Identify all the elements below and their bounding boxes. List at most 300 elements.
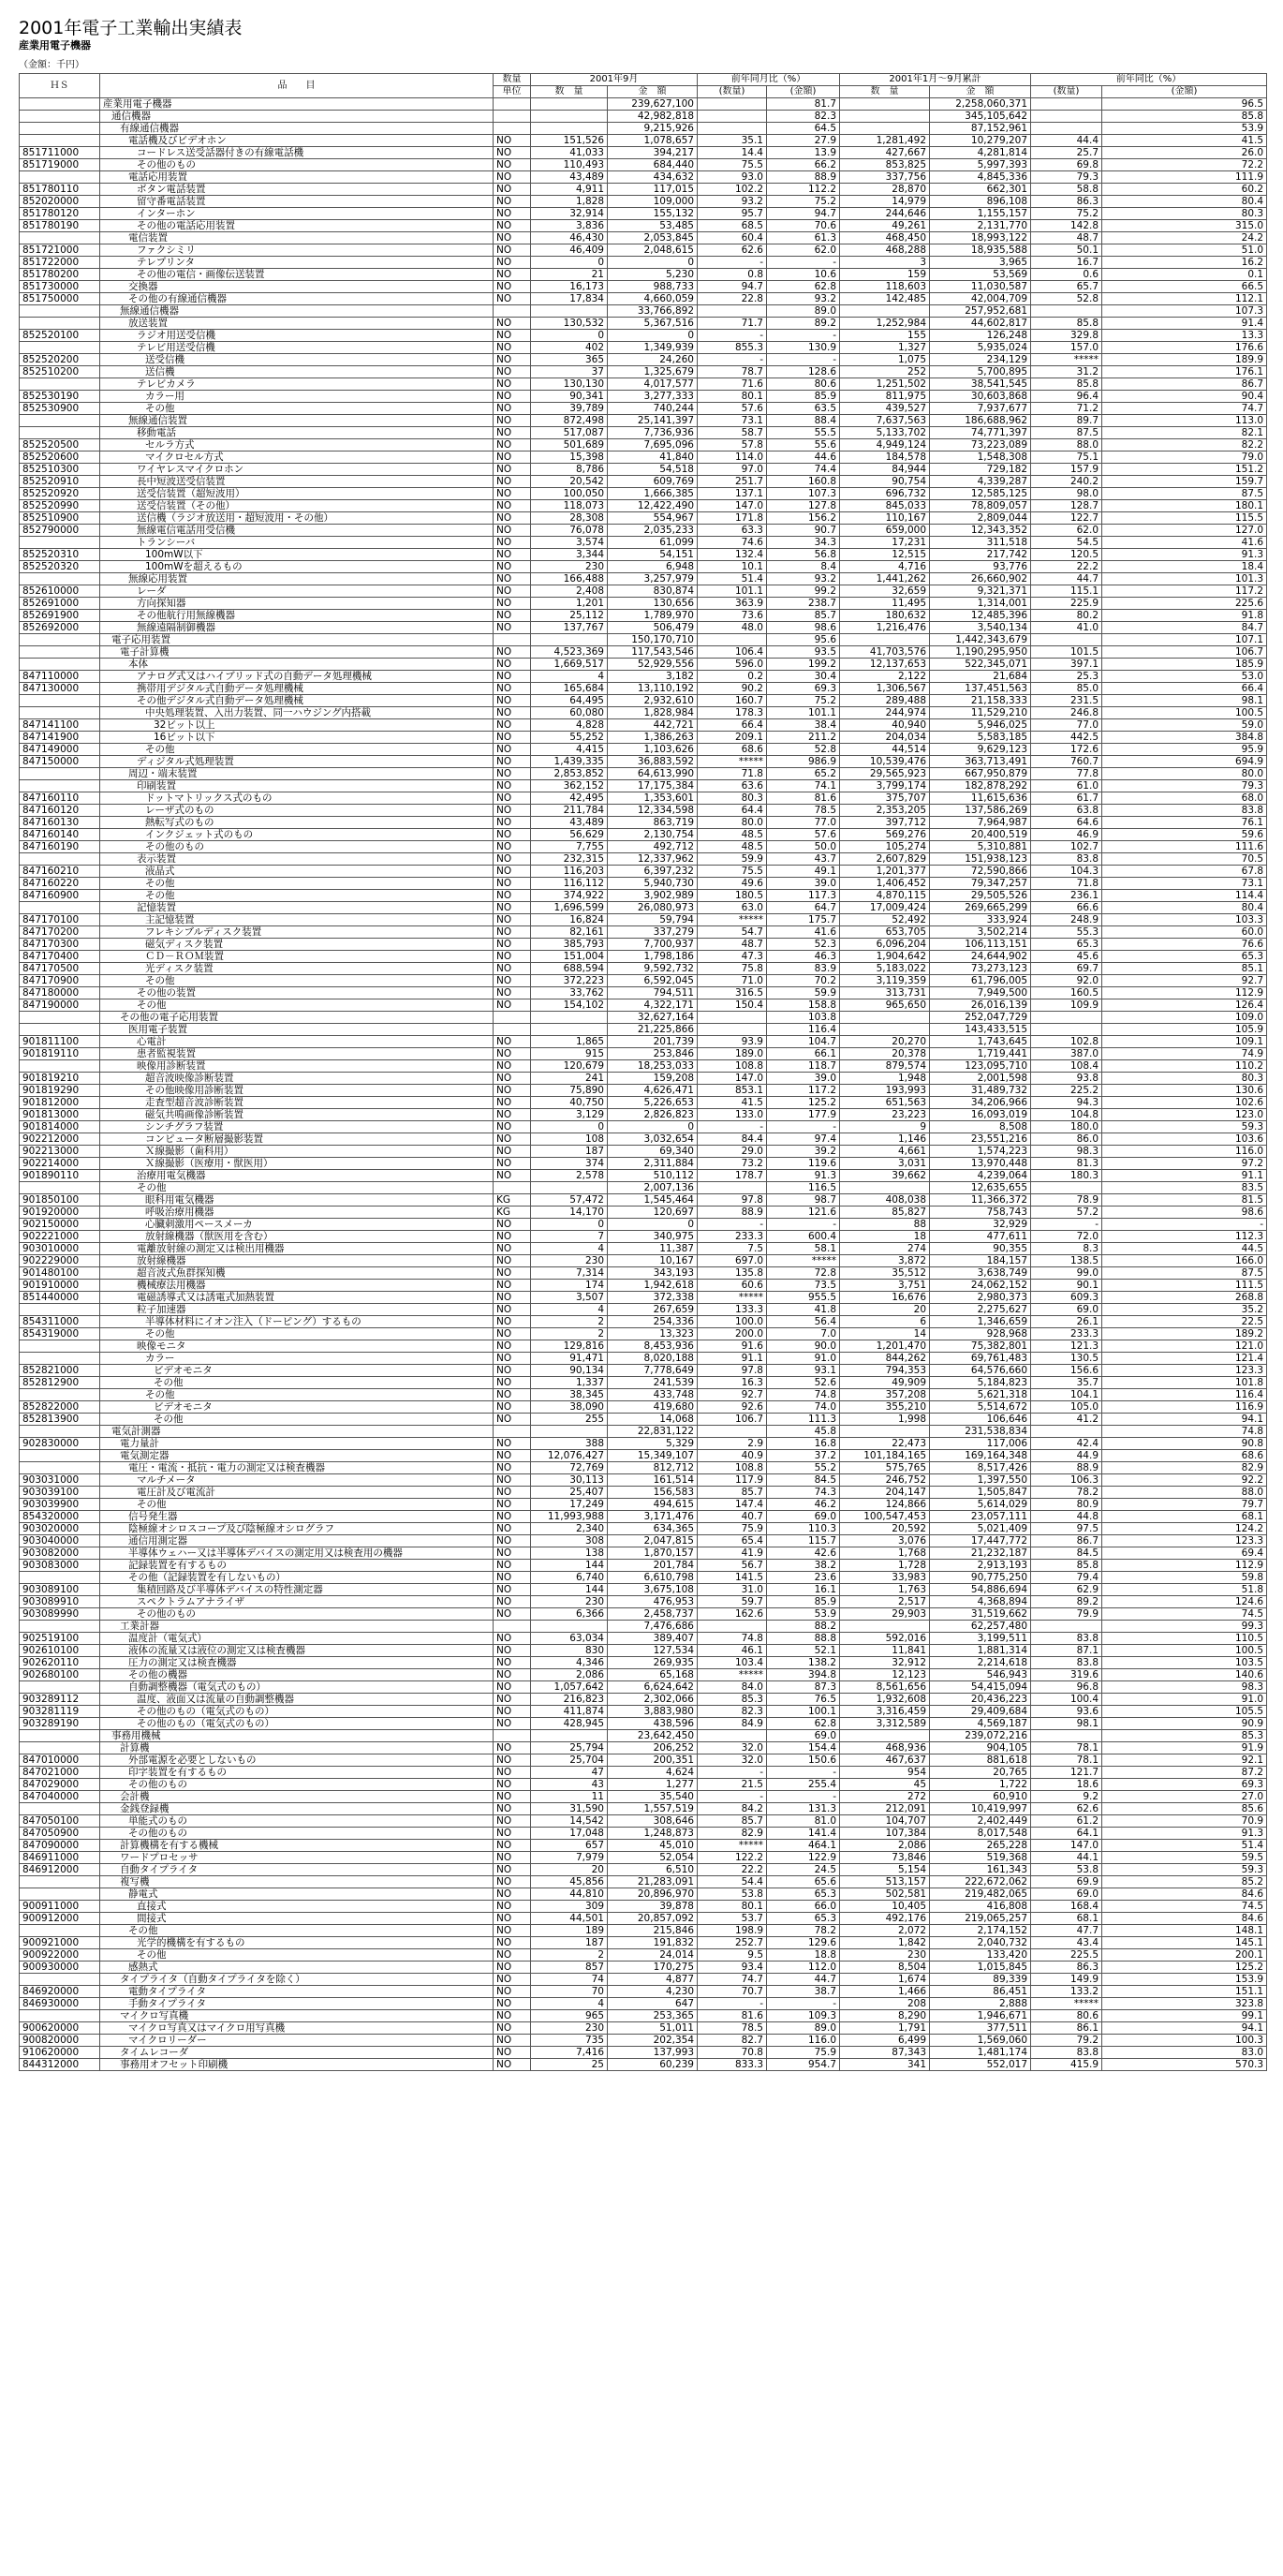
unit-cell: NO [494, 744, 531, 756]
month-qty-cell: 2,853,852 [531, 768, 608, 780]
ytd-yoy-amount-cell: 59.8 [1102, 1572, 1267, 1584]
item-name-cell: 記録装置を有するもの [100, 1560, 494, 1572]
hs-cell [20, 768, 100, 780]
month-yoy-qty-cell: 100.0 [698, 1316, 767, 1328]
month-qty-cell: 130,532 [531, 318, 608, 330]
month-qty-cell [531, 305, 608, 318]
month-yoy-amount-cell: 112.2 [767, 184, 840, 196]
month-qty-cell: 17,834 [531, 293, 608, 305]
hs-cell: 902519100 [20, 1633, 100, 1645]
ytd-amount-cell: 3,540,134 [930, 622, 1031, 634]
table-row [20, 1815, 1267, 1828]
unit-cell [494, 123, 531, 135]
table-row [20, 719, 1267, 732]
month-amount-cell: 109,000 [608, 196, 698, 208]
ytd-amount-cell: 2,275,627 [930, 1304, 1031, 1316]
item-name-cell: 超音波映像診断装置 [100, 1073, 494, 1085]
month-qty-cell: 211,784 [531, 805, 608, 817]
month-yoy-amount-cell: 7.0 [767, 1328, 840, 1340]
month-yoy-amount-cell: 56.4 [767, 1316, 840, 1328]
hs-cell: 847190000 [20, 999, 100, 1012]
table-row [20, 488, 1267, 500]
unit-cell: NO [494, 585, 531, 598]
table-row [20, 671, 1267, 683]
month-yoy-amount-cell: 160.8 [767, 476, 840, 488]
month-yoy-qty-cell: 91.6 [698, 1340, 767, 1353]
ytd-yoy-amount-cell: 130.6 [1102, 1085, 1267, 1097]
hs-cell [20, 318, 100, 330]
ytd-amount-cell: 64,576,660 [930, 1365, 1031, 1377]
month-qty-cell: 7,416 [531, 2047, 608, 2059]
month-amount-cell: 269,935 [608, 1657, 698, 1669]
hs-cell: 851722000 [20, 257, 100, 269]
month-yoy-amount-cell: 64.7 [767, 902, 840, 914]
month-yoy-qty-cell: 84.2 [698, 1803, 767, 1815]
month-amount-cell: 1,103,626 [608, 744, 698, 756]
ytd-yoy-amount-cell: 117.2 [1102, 585, 1267, 598]
ytd-yoy-qty-cell: 65.3 [1031, 939, 1102, 951]
hs-cell: 846930000 [20, 1998, 100, 2010]
unit-cell: NO [494, 1280, 531, 1292]
ytd-qty-cell: 20,270 [840, 1036, 930, 1048]
month-qty-cell: 129,816 [531, 1340, 608, 1353]
ytd-amount-cell: 61,796,005 [930, 975, 1031, 987]
ytd-amount-cell: 4,239,064 [930, 1170, 1031, 1182]
table-row [20, 1864, 1267, 1876]
table-row [20, 914, 1267, 926]
ytd-yoy-qty-cell: 61.2 [1031, 1815, 1102, 1828]
month-yoy-amount-cell: 66.2 [767, 159, 840, 171]
month-amount-cell: 191,832 [608, 1937, 698, 1949]
month-yoy-qty-cell: 251.7 [698, 476, 767, 488]
hs-cell: 902221000 [20, 1231, 100, 1243]
table-row [20, 1280, 1267, 1292]
month-yoy-qty-cell: 65.4 [698, 1535, 767, 1547]
month-yoy-qty-cell: - [698, 1219, 767, 1231]
ytd-amount-cell: 93,776 [930, 561, 1031, 573]
table-row [20, 975, 1267, 987]
ytd-yoy-qty-cell: 121.3 [1031, 1340, 1102, 1353]
ytd-yoy-qty-cell: 80.9 [1031, 1499, 1102, 1511]
unit-cell [494, 1426, 531, 1438]
month-yoy-qty-cell: 32.0 [698, 1742, 767, 1754]
month-qty-cell: 63,034 [531, 1633, 608, 1645]
hs-cell [20, 1681, 100, 1694]
ytd-qty-cell: 45 [840, 1779, 930, 1791]
ytd-yoy-amount-cell: 91.3 [1102, 1828, 1267, 1840]
ytd-amount-cell: 53,569 [930, 269, 1031, 281]
unit-cell: NO [494, 1133, 531, 1146]
ytd-yoy-qty-cell: 88.0 [1031, 439, 1102, 452]
month-amount-cell: 20,857,092 [608, 1913, 698, 1925]
hs-cell: 852530190 [20, 391, 100, 403]
unit-cell [494, 98, 531, 111]
ytd-yoy-qty-cell: 180.3 [1031, 1170, 1102, 1182]
hs-cell: 901890110 [20, 1170, 100, 1182]
ytd-qty-cell: 5,133,702 [840, 427, 930, 439]
unit-cell: NO [494, 707, 531, 719]
ytd-qty-cell [840, 123, 930, 135]
ytd-amount-cell: 219,482,065 [930, 1888, 1031, 1901]
hs-cell [20, 1462, 100, 1474]
month-yoy-qty-cell: 64.4 [698, 805, 767, 817]
ytd-qty-cell: 4,870,115 [840, 890, 930, 902]
month-qty-cell: 857 [531, 1962, 608, 1974]
month-yoy-qty-cell: 209.1 [698, 732, 767, 744]
month-yoy-qty-cell: 32.0 [698, 1754, 767, 1767]
month-yoy-amount-cell: 59.9 [767, 987, 840, 999]
unit-cell [494, 634, 531, 646]
month-yoy-qty-cell: - [698, 1791, 767, 1803]
ytd-yoy-amount-cell: 59.5 [1102, 1852, 1267, 1864]
hs-cell: 901811100 [20, 1036, 100, 1048]
month-amount-cell: 12,422,490 [608, 500, 698, 512]
month-yoy-qty-cell: 97.8 [698, 1365, 767, 1377]
unit-cell: NO [494, 1292, 531, 1304]
unit-cell: NO [494, 1450, 531, 1462]
hs-cell: 900921000 [20, 1937, 100, 1949]
ytd-yoy-amount-cell: 151.2 [1102, 464, 1267, 476]
ytd-qty-cell: 49,909 [840, 1377, 930, 1389]
ytd-qty-cell: 124,866 [840, 1499, 930, 1511]
ytd-yoy-amount-cell: 121.0 [1102, 1340, 1267, 1353]
ytd-amount-cell: 311,518 [930, 537, 1031, 549]
ytd-qty-cell: 105,274 [840, 841, 930, 853]
month-yoy-qty-cell: 71.0 [698, 975, 767, 987]
month-qty-cell: 402 [531, 342, 608, 354]
month-qty-cell: 374 [531, 1158, 608, 1170]
item-name-cell: テレビ用送受信機 [100, 342, 494, 354]
month-yoy-qty-cell: - [698, 1998, 767, 2010]
month-yoy-amount-cell: 109.3 [767, 2010, 840, 2022]
month-amount-cell: 7,476,686 [608, 1621, 698, 1633]
month-amount-cell: 5,329 [608, 1438, 698, 1450]
month-amount-cell: 1,353,601 [608, 792, 698, 805]
ytd-amount-cell: 62,257,480 [930, 1621, 1031, 1633]
month-yoy-amount-cell: 122.9 [767, 1852, 840, 1864]
month-yoy-qty-cell: 63.3 [698, 525, 767, 537]
month-yoy-amount-cell: 138.2 [767, 1657, 840, 1669]
item-name-cell: 電話機及びビデオホン [100, 135, 494, 147]
ytd-amount-cell: 269,665,299 [930, 902, 1031, 914]
month-yoy-amount-cell: 88.4 [767, 415, 840, 427]
hs-cell: 846920000 [20, 1986, 100, 1998]
header-period-month: 2001年9月 [531, 74, 698, 86]
month-yoy-qty-cell: 101.1 [698, 585, 767, 598]
item-name-cell: ラジオ用送受信機 [100, 330, 494, 342]
ytd-yoy-amount-cell: 113.0 [1102, 415, 1267, 427]
unit-cell [494, 1621, 531, 1633]
month-yoy-qty-cell: 54.7 [698, 926, 767, 939]
ytd-amount-cell: 1,505,847 [930, 1487, 1031, 1499]
ytd-qty-cell: 2,353,205 [840, 805, 930, 817]
table-row [20, 1608, 1267, 1621]
ytd-yoy-amount-cell: 74.5 [1102, 1901, 1267, 1913]
month-amount-cell: 5,230 [608, 269, 698, 281]
month-yoy-qty-cell: 147.4 [698, 1499, 767, 1511]
ytd-qty-cell [840, 1012, 930, 1024]
hs-cell [20, 1974, 100, 1986]
ytd-amount-cell: 11,366,372 [930, 1194, 1031, 1207]
month-qty-cell: 7,314 [531, 1267, 608, 1280]
item-name-cell: 治療用電気機器 [100, 1170, 494, 1182]
unit-cell: NO [494, 476, 531, 488]
ytd-yoy-qty-cell: 96.8 [1031, 1681, 1102, 1694]
table-row [20, 220, 1267, 232]
month-yoy-amount-cell: 56.8 [767, 549, 840, 561]
month-yoy-qty-cell: ***** [698, 1669, 767, 1681]
month-yoy-amount-cell: 83.9 [767, 963, 840, 975]
ytd-qty-cell: 4,661 [840, 1146, 930, 1158]
ytd-amount-cell: 252,047,729 [930, 1012, 1031, 1024]
month-yoy-qty-cell: 180.5 [698, 890, 767, 902]
ytd-amount-cell: 667,950,879 [930, 768, 1031, 780]
ytd-yoy-amount-cell: 185.9 [1102, 659, 1267, 671]
unit-cell: NO [494, 1645, 531, 1657]
ytd-yoy-qty-cell: 44.7 [1031, 573, 1102, 585]
month-qty-cell: 1,828 [531, 196, 608, 208]
ytd-qty-cell: 208 [840, 1998, 930, 2010]
item-name-cell: 方向探知器 [100, 598, 494, 610]
month-amount-cell: 120,697 [608, 1207, 698, 1219]
ytd-yoy-qty-cell: 138.5 [1031, 1255, 1102, 1267]
ytd-qty-cell: 5,154 [840, 1864, 930, 1876]
month-yoy-qty-cell [698, 1426, 767, 1438]
header-month-amount: 金 額 [608, 86, 698, 98]
month-yoy-qty-cell: 133.0 [698, 1109, 767, 1121]
month-yoy-qty-cell: 16.3 [698, 1377, 767, 1389]
unit-cell: NO [494, 330, 531, 342]
table-row [20, 123, 1267, 135]
month-qty-cell: 1,669,517 [531, 659, 608, 671]
month-yoy-amount-cell: 150.6 [767, 1754, 840, 1767]
month-qty-cell: 915 [531, 1048, 608, 1060]
month-amount-cell: 510,112 [608, 1170, 698, 1182]
item-name-cell: 無線応用装置 [100, 573, 494, 585]
ytd-amount-cell: 5,310,881 [930, 841, 1031, 853]
month-yoy-amount-cell: 88.2 [767, 1621, 840, 1633]
ytd-yoy-qty-cell: 89.7 [1031, 415, 1102, 427]
ytd-yoy-amount-cell: 92.1 [1102, 1754, 1267, 1767]
ytd-qty-cell: 14,979 [840, 196, 930, 208]
ytd-amount-cell: 5,935,024 [930, 342, 1031, 354]
ytd-amount-cell: 363,713,491 [930, 756, 1031, 768]
ytd-yoy-qty-cell: 80.2 [1031, 610, 1102, 622]
unit-cell: NO [494, 1742, 531, 1754]
ytd-yoy-qty-cell: 128.7 [1031, 500, 1102, 512]
ytd-yoy-qty-cell: 86.3 [1031, 1962, 1102, 1974]
ytd-amount-cell: 117,006 [930, 1438, 1031, 1450]
table-row [20, 1292, 1267, 1304]
ytd-yoy-qty-cell: 44.8 [1031, 1511, 1102, 1523]
item-name-cell: その他のもの [100, 1828, 494, 1840]
month-qty-cell: 255 [531, 1414, 608, 1426]
ytd-yoy-qty-cell: 71.2 [1031, 403, 1102, 415]
month-yoy-amount-cell: 42.6 [767, 1547, 840, 1560]
ytd-amount-cell: 4,845,336 [930, 171, 1031, 184]
ytd-qty-cell: 2,517 [840, 1596, 930, 1608]
item-name-cell: その他の電話応用装置 [100, 220, 494, 232]
ytd-qty-cell: 4,716 [840, 561, 930, 573]
ytd-yoy-amount-cell: 99.3 [1102, 1621, 1267, 1633]
table-row [20, 902, 1267, 914]
month-amount-cell: 389,407 [608, 1633, 698, 1645]
table-row [20, 1073, 1267, 1085]
month-yoy-qty-cell: 71.8 [698, 768, 767, 780]
hs-cell: 852821000 [20, 1365, 100, 1377]
ytd-amount-cell: 257,952,681 [930, 305, 1031, 318]
hs-cell: 854320000 [20, 1511, 100, 1523]
ytd-yoy-amount-cell: 123.3 [1102, 1365, 1267, 1377]
table-row [20, 878, 1267, 890]
month-qty-cell: 90,341 [531, 391, 608, 403]
month-qty-cell: 166,488 [531, 573, 608, 585]
item-name-cell: 磁気共鳴画像診断装置 [100, 1109, 494, 1121]
ytd-yoy-amount-cell: 98.6 [1102, 1207, 1267, 1219]
hs-cell: 852520500 [20, 439, 100, 452]
month-amount-cell: 52,929,556 [608, 659, 698, 671]
hs-cell: 903089910 [20, 1596, 100, 1608]
ytd-qty-cell: 439,527 [840, 403, 930, 415]
month-qty-cell: 20 [531, 1864, 608, 1876]
month-qty-cell: 657 [531, 1840, 608, 1852]
month-qty-cell: 57,472 [531, 1194, 608, 1207]
ytd-amount-cell: 32,929 [930, 1219, 1031, 1231]
month-yoy-qty-cell: 63.6 [698, 780, 767, 792]
item-name-cell: 医用電子装置 [100, 1024, 494, 1036]
ytd-yoy-amount-cell: 70.9 [1102, 1815, 1267, 1828]
ytd-yoy-qty-cell: 442.5 [1031, 732, 1102, 744]
month-yoy-qty-cell: 0.2 [698, 671, 767, 683]
month-amount-cell: 4,624 [608, 1767, 698, 1779]
item-name-cell: 有線通信機器 [100, 123, 494, 135]
hs-cell: 847150000 [20, 756, 100, 768]
month-yoy-amount-cell: 125.2 [767, 1097, 840, 1109]
unit-cell: NO [494, 1949, 531, 1962]
month-qty-cell: 3,129 [531, 1109, 608, 1121]
month-amount-cell: 253,365 [608, 2010, 698, 2022]
month-yoy-amount-cell: 116.4 [767, 1024, 840, 1036]
ytd-yoy-amount-cell: 74.8 [1102, 1426, 1267, 1438]
ytd-amount-cell: 13,970,448 [930, 1158, 1031, 1170]
month-qty-cell: 8,786 [531, 464, 608, 476]
table-row [20, 1377, 1267, 1389]
month-yoy-qty-cell: 85.7 [698, 1815, 767, 1828]
hs-cell [20, 98, 100, 111]
unit-cell: NO [494, 244, 531, 257]
ytd-amount-cell: 1,397,550 [930, 1474, 1031, 1487]
month-qty-cell: 130,130 [531, 378, 608, 391]
ytd-yoy-amount-cell: 16.2 [1102, 257, 1267, 269]
table-row [20, 512, 1267, 525]
ytd-qty-cell: 9 [840, 1121, 930, 1133]
ytd-amount-cell: 20,765 [930, 1767, 1031, 1779]
item-name-cell: 半導体ウェハー又は半導体デバイスの測定用又は検査用の機器 [100, 1547, 494, 1560]
table-row [20, 1962, 1267, 1974]
month-yoy-amount-cell: 58.1 [767, 1243, 840, 1255]
ytd-qty-cell: 337,756 [840, 171, 930, 184]
hs-cell: 847170200 [20, 926, 100, 939]
ytd-qty-cell: 12,137,653 [840, 659, 930, 671]
month-yoy-qty-cell: 21.5 [698, 1779, 767, 1791]
unit-cell: NO [494, 1389, 531, 1401]
ytd-yoy-qty-cell: 609.3 [1031, 1292, 1102, 1304]
month-amount-cell: 5,940,730 [608, 878, 698, 890]
month-amount-cell: 1,545,464 [608, 1194, 698, 1207]
ytd-yoy-qty-cell: 133.2 [1031, 1986, 1102, 1998]
ytd-yoy-qty-cell: 25.3 [1031, 671, 1102, 683]
unit-cell: NO [494, 1669, 531, 1681]
month-amount-cell: 4,626,471 [608, 1085, 698, 1097]
ytd-qty-cell: 659,000 [840, 525, 930, 537]
ytd-amount-cell: 11,615,636 [930, 792, 1031, 805]
table-row [20, 1207, 1267, 1219]
ytd-amount-cell: 1,574,223 [930, 1146, 1031, 1158]
unit-cell: NO [494, 1791, 531, 1803]
hs-cell: 900820000 [20, 2035, 100, 2047]
month-yoy-amount-cell: 110.3 [767, 1523, 840, 1535]
item-name-cell: 光学的機構を有するもの [100, 1937, 494, 1949]
hs-cell: 903020000 [20, 1523, 100, 1535]
table-row [20, 111, 1267, 123]
hs-cell: 851711000 [20, 147, 100, 159]
ytd-amount-cell: 75,382,801 [930, 1340, 1031, 1353]
hs-cell: 847141900 [20, 732, 100, 744]
month-amount-cell: 155,132 [608, 208, 698, 220]
month-qty-cell: 1,696,599 [531, 902, 608, 914]
month-amount-cell: 2,047,815 [608, 1535, 698, 1547]
ytd-amount-cell: 42,004,709 [930, 293, 1031, 305]
month-qty-cell [531, 1012, 608, 1024]
unit-cell: NO [494, 1828, 531, 1840]
ytd-yoy-qty-cell: 100.4 [1031, 1694, 1102, 1706]
ytd-qty-cell: 1,791 [840, 2022, 930, 2035]
ytd-yoy-amount-cell: 145.1 [1102, 1937, 1267, 1949]
ytd-qty-cell: 3 [840, 257, 930, 269]
ytd-yoy-amount-cell: 60.2 [1102, 184, 1267, 196]
ytd-yoy-amount-cell: 95.9 [1102, 744, 1267, 756]
hs-cell: 852520320 [20, 561, 100, 573]
hs-cell [20, 171, 100, 184]
unit-cell: NO [494, 914, 531, 926]
ytd-qty-cell: 427,667 [840, 147, 930, 159]
month-amount-cell: 609,769 [608, 476, 698, 488]
item-name-cell: 光ディスク装置 [100, 963, 494, 975]
item-name-cell: 映像モニタ [100, 1340, 494, 1353]
month-qty-cell: 151,004 [531, 951, 608, 963]
month-yoy-qty-cell: 135.8 [698, 1267, 767, 1280]
ytd-yoy-amount-cell: 13.3 [1102, 330, 1267, 342]
ytd-amount-cell: 239,072,216 [930, 1730, 1031, 1742]
ytd-yoy-amount-cell: 105.5 [1102, 1706, 1267, 1718]
table-row [20, 1304, 1267, 1316]
month-yoy-amount-cell: 70.6 [767, 220, 840, 232]
month-qty-cell: 43,489 [531, 171, 608, 184]
unit-cell: NO [494, 354, 531, 366]
ytd-yoy-qty-cell: 71.8 [1031, 878, 1102, 890]
hs-cell [20, 378, 100, 391]
table-row [20, 732, 1267, 744]
ytd-qty-cell: 39,662 [840, 1170, 930, 1182]
ytd-qty-cell: 468,288 [840, 244, 930, 257]
month-qty-cell: 17,048 [531, 1828, 608, 1840]
month-yoy-qty-cell: 48.5 [698, 829, 767, 841]
ytd-amount-cell: 12,485,396 [930, 610, 1031, 622]
ytd-qty-cell: 204,147 [840, 1487, 930, 1499]
month-qty-cell: 154,102 [531, 999, 608, 1012]
ytd-yoy-amount-cell: 116.0 [1102, 1146, 1267, 1158]
ytd-yoy-qty-cell: 84.5 [1031, 1547, 1102, 1560]
